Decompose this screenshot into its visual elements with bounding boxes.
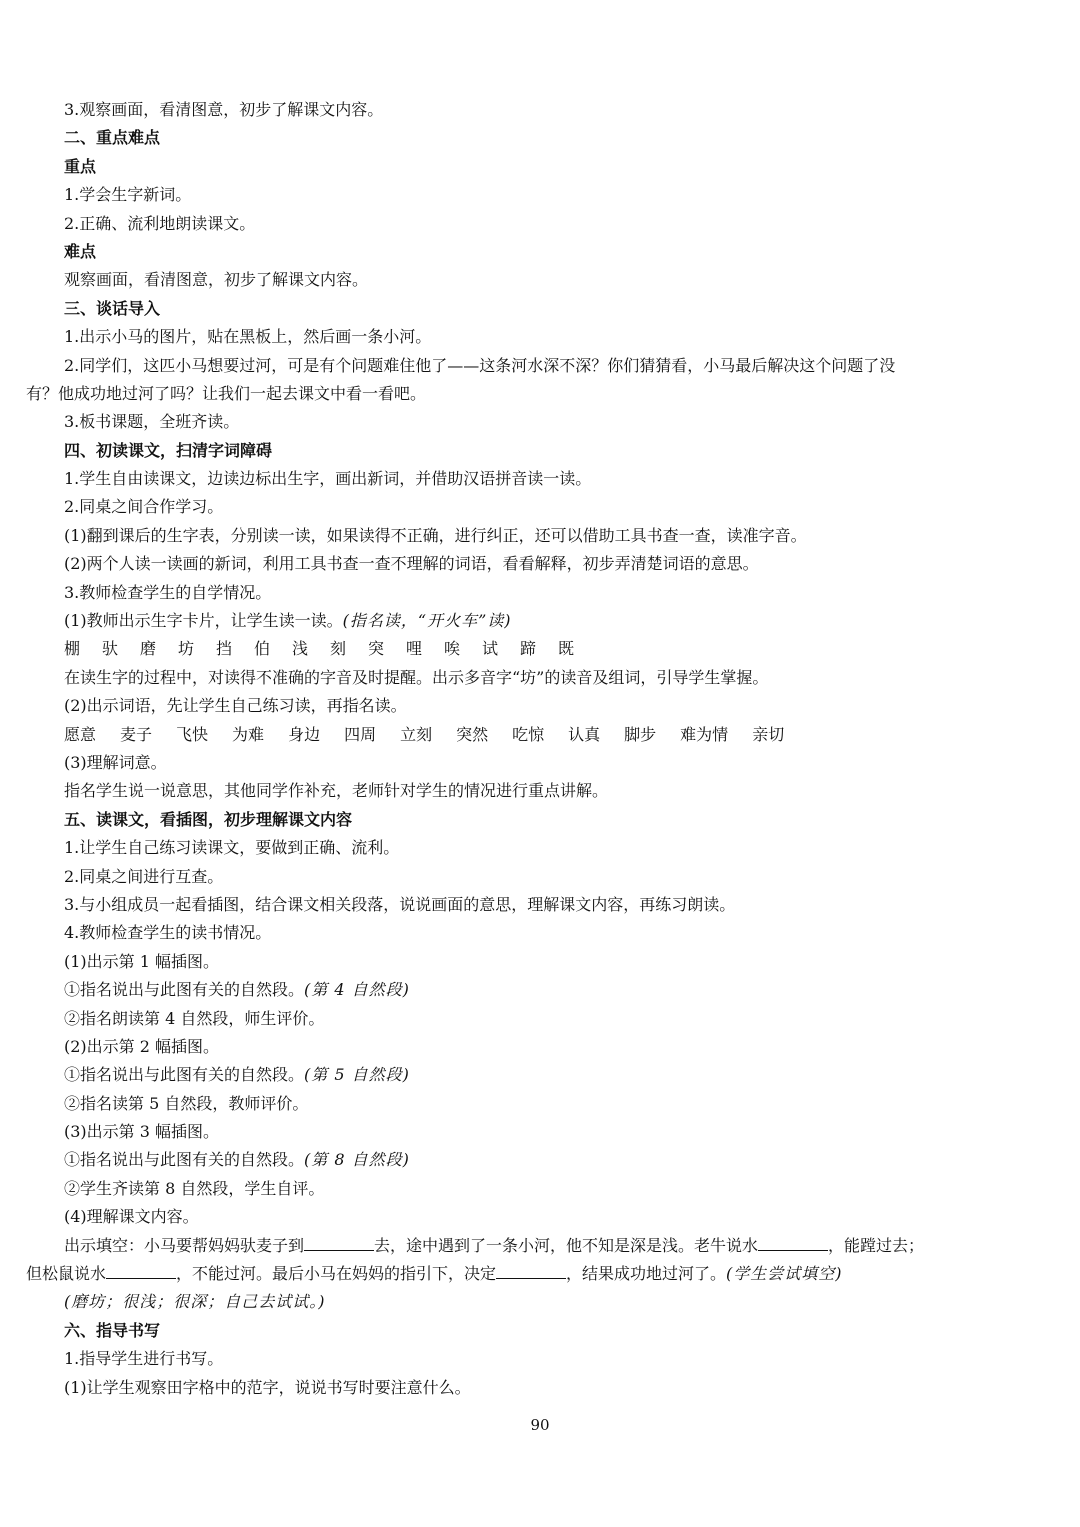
- text-line: ②指名读第 5 自然段，教师评价。: [64, 1093, 309, 1113]
- text-line: (1)翻到课后的生字表，分别读一读，如果读得不正确，进行纠正，还可以借助工具书查一查，读准字音。: [64, 525, 807, 545]
- text-line: (3)理解词意。: [64, 752, 167, 772]
- character-item: 浅: [292, 639, 309, 659]
- text-span: ，能蹚过去；: [828, 1235, 925, 1255]
- page-number: 90: [530, 1416, 550, 1434]
- text-line: [26, 1146, 1056, 1174]
- note-span: (第 8 自然段): [304, 1150, 410, 1170]
- text-line: 2.同学们，这匹小马想要过河，可是有个问题难住他了——这条河水深不深？你们猜猜看，小马最后解决这个问题了没: [64, 355, 896, 375]
- character-item: 驮: [102, 639, 119, 659]
- text-line: 3.与小组成员一起看插图，结合课文相关段落，说说画面的意思，理解课文内容，再练习朗读。: [64, 894, 736, 914]
- text-span: (1)教师出示生字卡片，让学生读一读。: [64, 611, 343, 631]
- character-item: 磨: [140, 639, 157, 659]
- text-span: ，不能过河。最后小马在妈妈的指引下，决定: [176, 1264, 497, 1284]
- word-item: 难为情: [680, 724, 729, 744]
- character-item: 坊: [178, 639, 195, 659]
- section-heading: 二、重点难点: [64, 128, 161, 148]
- text-line: 1.出示小马的图片，贴在黑板上，然后画一条小河。: [64, 327, 432, 347]
- text-line: [26, 607, 1056, 635]
- blank-1: [304, 1232, 374, 1251]
- word-item: 身边: [288, 724, 321, 744]
- character-item: 挡: [216, 639, 233, 659]
- word-item: 四周: [344, 724, 377, 744]
- blank-4: [496, 1260, 566, 1279]
- character-item: 既: [558, 639, 575, 659]
- page-content: [26, 96, 1056, 1402]
- fill-blank-line: [26, 1260, 1056, 1288]
- text-line: 2.同桌之间合作学习。: [64, 497, 224, 517]
- text-line: (1)让学生观察田字格中的范字，说说书写时要注意什么。: [64, 1377, 471, 1397]
- text-line: (2)出示词语，先让学生自己练习读，再指名读。: [64, 696, 407, 716]
- character-item: 刻: [330, 639, 347, 659]
- subheading: 重点: [64, 156, 97, 176]
- text-line: 有？他成功地过河了吗？让我们一起去课文中看一看吧。: [26, 383, 427, 403]
- word-item: 立刻: [400, 724, 433, 744]
- text-line: 1.指导学生进行书写。: [64, 1349, 224, 1369]
- text-span: 去，途中遇到了一条小河，他不知是深是浅。老牛说水: [374, 1235, 759, 1255]
- word-item: 愿意: [64, 724, 97, 744]
- note-span: (第 5 自然段): [304, 1065, 410, 1085]
- text-line: 2.同桌之间进行互查。: [64, 866, 224, 886]
- text-line: 2.正确、流利地朗读课文。: [64, 213, 256, 233]
- text-span: ，结果成功地过河了。: [566, 1264, 727, 1284]
- text-line: ②学生齐读第 8 自然段，学生自评。: [64, 1178, 325, 1198]
- word-list: [26, 721, 1056, 749]
- text-line: 3.教师检查学生的自学情况。: [64, 582, 272, 602]
- text-line: 3.观察画面，看清图意，初步了解课文内容。: [64, 100, 384, 119]
- text-line: (2)出示第 2 幅插图。: [64, 1036, 220, 1056]
- text-line: 1.学生自由读课文，边读边标出生字，画出新词，并借助汉语拼音读一读。: [64, 469, 592, 489]
- word-item: 吃惊: [512, 724, 545, 744]
- word-item: 认真: [568, 724, 601, 744]
- text-line: 指名学生说一说意思，其他同学作补充，老师针对学生的情况进行重点讲解。: [64, 781, 609, 801]
- section-heading: 四、初读课文，扫清字词障碍: [64, 440, 273, 460]
- character-list: [26, 635, 1056, 663]
- text-span: ①指名说出与此图有关的自然段。: [64, 1150, 305, 1170]
- text-span: 但松鼠说水: [26, 1264, 107, 1284]
- note-span: (指名读，“开火车”读): [342, 611, 512, 631]
- text-line: (4)理解课文内容。: [64, 1207, 199, 1227]
- word-item: 脚步: [624, 724, 657, 744]
- text-span: ①指名说出与此图有关的自然段。: [64, 1065, 305, 1085]
- text-line: 观察画面，看清图意，初步了解课文内容。: [64, 270, 369, 290]
- section-heading: 六、指导书写: [64, 1320, 161, 1340]
- character-item: 试: [482, 639, 499, 659]
- text-line: (3)出示第 3 幅插图。: [64, 1122, 220, 1142]
- text-line: (1)出示第 1 幅插图。: [64, 951, 220, 971]
- character-item: 棚: [64, 639, 81, 659]
- text-line: ②指名朗读第 4 自然段，师生评价。: [64, 1008, 325, 1028]
- text-line: 3.板书课题，全班齐读。: [64, 412, 240, 432]
- character-item: 哩: [406, 639, 423, 659]
- text-line: [26, 976, 1056, 1004]
- note-span: (第 4 自然段): [304, 980, 410, 1000]
- word-item: 亲切: [752, 724, 785, 744]
- word-item: 麦子: [120, 724, 153, 744]
- character-item: 唉: [444, 639, 461, 659]
- blank-3: [106, 1260, 176, 1279]
- character-item: 突: [368, 639, 385, 659]
- character-item: 蹄: [520, 639, 537, 659]
- section-heading: 五、读课文，看插图，初步理解课文内容: [64, 809, 353, 829]
- blank-2: [758, 1232, 828, 1251]
- note-span: (学生尝试填空): [726, 1264, 843, 1284]
- answer-line: (磨坊；很浅；很深；自己去试试。): [64, 1292, 326, 1312]
- text-line: 在读生字的过程中，对读得不准确的字音及时提醒。出示多音字“坊”的读音及组词，引导学生掌握。: [64, 667, 769, 687]
- word-item: 飞快: [176, 724, 209, 744]
- section-heading: 三、谈话导入: [64, 298, 161, 318]
- text-line: 1.让学生自己练习读课文，要做到正确、流利。: [64, 838, 400, 858]
- text-line: (2)两个人读一读画的新词，利用工具书查一查不理解的词语，看看解释，初步弄清楚词语的意思。: [64, 554, 759, 574]
- text-line: 1.学会生字新词。: [64, 185, 192, 205]
- text-line: [26, 1061, 1056, 1089]
- subheading: 难点: [64, 241, 97, 261]
- text-span: ①指名说出与此图有关的自然段。: [64, 980, 305, 1000]
- word-item: 突然: [456, 724, 489, 744]
- word-item: 为难: [232, 724, 265, 744]
- fill-blank-line: [26, 1232, 1056, 1260]
- text-line: 4.教师检查学生的读书情况。: [64, 923, 272, 943]
- text-span: 出示填空：小马要帮妈妈驮麦子到: [64, 1235, 305, 1255]
- character-item: 伯: [254, 639, 271, 659]
